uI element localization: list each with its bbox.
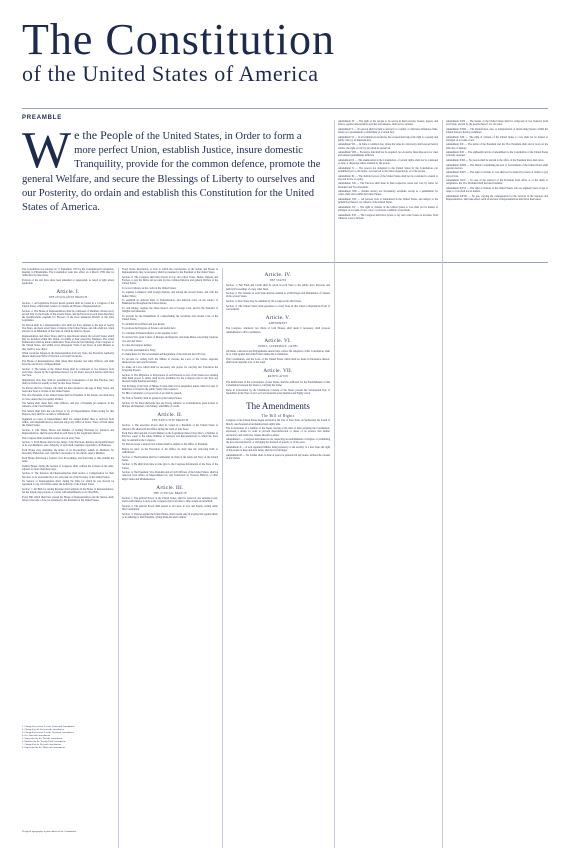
- bill-of-rights-heading: The Bill of Rights: [261, 414, 295, 419]
- amendment-paragraph: Amendment I — Congress shall make no law respecting an establishment of religion, or prohibiting the free exercise thereof; or abridging the freedom of speech, or of the press.: [226, 438, 330, 445]
- section-paragraph: To constitute Tribunals inferior to the supreme Court;: [122, 331, 178, 335]
- section-paragraph: Each State shall appoint, in such Manner as the Legislature thereof may direct, a Number of Electors, equal to the whole Number of Senators and Representatives to which the State may be entitled in the Congress.: [122, 432, 218, 442]
- section-paragraph: Section. 1. The executive Power shall be vested in a President of the United States of America. He shall hold his Office during the Term of four Years.: [122, 424, 218, 431]
- amendment-paragraph: Amendment XXI — The eighteenth article of amendment to the Constitution of the United States is hereby repealed.: [446, 151, 548, 158]
- section-paragraph: Section. 8. The Congress shall have Power To lay and collect Taxes, Duties, Imposts and Excises, to pay the Debts and provide for the common Defence and general Welfare of the United States;: [122, 275, 218, 286]
- article-subtitle: RATIFICATION: [267, 375, 289, 379]
- article-subtitle: THE STATES: [269, 279, 287, 282]
- section-paragraph: The Ratification of the Conventions of nine States, shall be sufficient for the Establishment of this Constitution between the States so ratifying the Same.: [226, 380, 330, 388]
- amendment-paragraph: Amendment X — The powers not delegated to the United States by the Constitution, nor prohibited by it to the States, are reserved to the States respectively, or to the people.: [338, 166, 438, 173]
- section-paragraph: Section. 3. Treason against the United States, shall consist only in levying War against them, or in adhering to their Enemies, giving them Aid and Comfort.: [122, 512, 218, 519]
- section-paragraph: The Vice President of the United States shall be President of the Senate, but shall have no Vote, unless they be equally divided.: [22, 394, 114, 401]
- section-paragraph: Each House shall keep a Journal of its Proceedings, and from time to time publish the same.: [22, 456, 114, 463]
- amendment-paragraph: Amendment XX — The terms of the President and the Vice President shall end at noon on the 20th day of January.: [446, 143, 548, 150]
- amendment-paragraph: Amendment VI — In all criminal prosecutions, the accused shall enjoy the right to a speedy and public trial, by an impartial jury.: [338, 135, 438, 142]
- section-paragraph: Section. 2. The judicial Power shall extend to all Cases, in Law and Equity, arising under this Constitution.: [122, 504, 218, 512]
- section-paragraph: To borrow Money on the credit of the United States;: [122, 286, 177, 290]
- article-subtitle: THE JUDICIAL BRANCH: [153, 491, 187, 495]
- column-separator: [334, 120, 335, 848]
- column-4: [338, 120, 438, 848]
- intro-paragraph: Portions of the text have since been amended or superseded, as noted at right where applicable.: [22, 279, 114, 286]
- amendment-paragraph: Amendment XXV — In case of the removal of the President from office or of his death or resignation, the Vice President shall become President.: [446, 179, 548, 186]
- article-title: Article. I.: [56, 289, 80, 296]
- section-paragraph: Every Order, Resolution, or Vote to which the Concurrence of the Senate and House of Representatives may be necessary shall be presented to the President of the United States.: [122, 268, 218, 275]
- section-paragraph: To raise and support Armies;: [122, 344, 152, 348]
- section-paragraph: The Congress shall assemble at least once in every Year.: [22, 436, 81, 440]
- section-paragraph: The Privilege of the Writ of Habeas Corpus shall not be suspended, unless when in Cases of Rebellion or Invasion the public Safety may require it.: [122, 384, 218, 391]
- section-paragraph: Section. 2. The House of Representatives shall be composed of Members chosen every second Year by the People of the several States, and the Electors in each State shall have the Qualifications requisite for Electors of the most numerous Branch of the State Legislature.: [22, 309, 114, 323]
- article-title: Article. V.: [265, 315, 291, 321]
- section-paragraph: Section. 1. All legislative Powers herein granted shall be vested in a Congress of the United States, which shall consist of a Senate and House of Representatives.: [22, 301, 114, 309]
- section-paragraph: All Debts contracted and Engagements entered into, before the Adoption of this Constitution, shall be as valid against the United States under this Constitution.: [226, 350, 330, 357]
- section-paragraph: To establish Post Offices and post Roads;: [122, 322, 165, 326]
- section-paragraph: Done in Convention by the Unanimous Consent of the States present the Seventeenth Day of September in the Year of our Lord one thousand seven hundred and Eighty seven.: [226, 388, 330, 395]
- section-paragraph: No Person except a natural born Citizen shall be eligible to the Office of President.: [122, 443, 209, 447]
- section-paragraph: Immediately after they shall be assembled in Consequence of the first Election, they shall be divided as equally as may be into three Classes.: [22, 378, 114, 386]
- section-paragraph: Section. 3. He shall from time to time give to the Congress Information of the State of the Union.: [122, 463, 218, 470]
- amendment-paragraph: Amendment VII — In Suits at common law, where the value in controversy shall exceed twenty dollars, the right of trial by jury shall be preserved.: [338, 143, 438, 150]
- amendment-paragraph: Amendment VIII — Excessive bail shall not be required, nor excessive fines imposed, nor cruel and unusual punishments inflicted.: [338, 151, 438, 158]
- section-paragraph: To provide for calling forth the Militia to execute the Laws of the Union, suppress Insurrections and repel Invasions;: [122, 357, 218, 365]
- section-paragraph: Every Bill which shall have passed the House of Representatives and the Senate, shall, before it become a Law, be presented to the President of the United States.: [22, 495, 114, 502]
- section-paragraph: Judgment in Cases of Impeachment shall not extend further than to removal from Office, and disqualification to hold and enjoy any Office of honor, Trust or Profit under the United States.: [22, 417, 114, 428]
- section-paragraph: No Senator or Representative shall, during the Time for which he was elected, be appointed to any civil Office under the Authority of the United States.: [22, 480, 114, 487]
- amendment-paragraph: Amendment XVIII — The manufacture, sale, or transportation of intoxicating liquors within the United States is hereby prohibited.: [446, 127, 548, 134]
- section-paragraph: The Senate shall have the sole Power to try all Impeachments. When sitting for that Purpose, they shall be on Oath or Affirmation.: [22, 410, 114, 417]
- footnote-item: 8. Superseded by the Thirteenth Amendment.: [22, 746, 66, 749]
- amendment-paragraph: Amendment XXIII — The District constituting the seat of Government of the United States shall appoint electors.: [446, 163, 548, 170]
- article-subtitle: THE LEGISLATIVE BRANCH: [48, 296, 88, 300]
- section-paragraph: No Person shall be a Representative who shall not have attained to the Age of twenty five Years, and been seven Years a Citizen of the United States, and who shall not, when elected, be an Inhabitant of that State in which he shall be chosen.: [22, 323, 114, 334]
- preamble: [22, 122, 322, 215]
- footnote-item: 6. Modified by the Twenty-Fifth Amendment.: [22, 740, 66, 743]
- section-paragraph: This Constitution, and the Laws of the United States which shall be made in Pursuance thereof, shall be the supreme Law of the Land.: [226, 358, 330, 365]
- section-paragraph: No Person shall be a Senator who shall not have attained to the Age of thirty Years, and been nine Years a Citizen of the United States.: [22, 386, 114, 393]
- section-paragraph: No Title of Nobility shall be granted by the United States.: [122, 396, 183, 400]
- amendment-paragraph: Amendment XIII — Neither slavery nor involuntary servitude, except as a punishment for crime, shall exist within the United States.: [338, 190, 438, 197]
- section-paragraph: Section. 1. The judicial Power of the United States, shall be vested in one supreme Court, and in such inferior Courts as the Congress may from time to time ordain and establish.: [122, 497, 218, 504]
- section-paragraph: To regulate Commerce with foreign Nations, and among the several States, and with the Indian Tribes;: [122, 291, 218, 298]
- section-paragraph: Section. 7. All Bills for raising Revenue shall originate in the House of Representatives; but the Senate may propose or concur with Amendments as on other Bills.: [22, 487, 114, 495]
- amendment-paragraph: Amendment XIV — All persons born or naturalized in the United States, and subject to the jurisdiction thereof, are citizens of the United States.: [338, 197, 438, 205]
- preamble-lead: e the People: [74, 128, 133, 142]
- section-paragraph: Before he enter on the Execution of his Office, he shall take the following Oath or Affirmation.: [122, 447, 218, 454]
- credit-line: Design & typography: a print edition of the Constitution.: [22, 830, 77, 833]
- article-title: Article. VII.: [263, 368, 293, 375]
- amendment-paragraph: Amendment XI — The Judicial power of the United States shall not be construed to extend to any suit in law or equity.: [338, 174, 438, 181]
- document-subtitle: of the United States of America: [22, 61, 319, 86]
- amendment-paragraph: Amendment III — No Soldier shall, in time of peace be quartered in any house, without the consent of the Owner.: [226, 453, 330, 461]
- section-paragraph: Section. 9. The Migration or Importation of such Persons as any of the States now existing shall think proper to admit, shall not be prohibited by the Congress prior to the Year one thousand eight hundred and eight.: [122, 373, 218, 383]
- section-paragraph: To provide for the Punishment of counterfeiting the Securities and current Coin of the United States;: [122, 314, 218, 321]
- amendment-paragraph: Amendment XVII — The Senate of the United States shall be composed of two Senators from each State, elected by the people thereof, for six years.: [446, 120, 548, 127]
- section-paragraph: Section. 3. The Senate of the United States shall be composed of two Senators from each State, chosen by the Legislature thereof, for six Years; and each Senator shall have one Vote.: [22, 367, 114, 378]
- preamble-dropcap: W: [22, 122, 72, 179]
- article-subtitle: THE EXECUTIVE BRANCH: [151, 418, 189, 422]
- amendment-paragraph: Amendment XVI — The Congress shall have power to lay and collect taxes on incomes, from whatever source derived.: [338, 213, 438, 220]
- section-paragraph: Representatives and direct Taxes shall be apportioned among the several States which may be included within this Union, according to their respective Numbers. The actual Enumeration shall be made within three Years after the first Meeting of the Congress of the United States, and within every subsequent Term of ten Years, in such Manner as they shall by Law direct.: [22, 334, 114, 351]
- section-paragraph: To provide and maintain a Navy;: [122, 348, 157, 352]
- amendment-paragraph: Amendment XXIV — The right of citizens to vote shall not be denied by reason of failure to pay any poll tax.: [446, 171, 548, 178]
- article-title: Article. IV.: [264, 272, 292, 278]
- amendment-paragraph: Amendment IX — The enumeration in the Constitution, of certain rights, shall not be construed to deny or disparage others retained by the people.: [338, 158, 438, 166]
- section-paragraph: To establish an uniform Rule of Naturalization, and uniform Laws on the subject of Bankruptcies throughout the United States;: [122, 299, 218, 306]
- section-paragraph: Each House may determine the Rules of its Proceedings, punish its Members for disorderly Behaviour, and, with the Concurrence of two thirds, expel a Member.: [22, 448, 114, 456]
- column-2: [122, 268, 218, 848]
- section-paragraph: To make Rules for the Government and Regulation of the land and naval Forces;: [122, 353, 206, 357]
- column-1: [22, 268, 114, 720]
- footnote-item: 2. Changed by the Seventeenth Amendment.: [22, 728, 65, 731]
- section-paragraph: Section. 10. No State shall enter into any Treaty, Alliance, or Confederation; grant Letters of Marque and Reprisal; coin Money; emit Bills of Credit.: [122, 401, 218, 408]
- amendment-paragraph: Amendment XV — The right of citizens of the United States to vote shall not be denied or abridged on account of race, color, or previous condition of servitude.: [338, 205, 438, 212]
- preamble-text: of the United States, in Order to form a more perfect Union, establish Justice, insure domestic Tranquility, provide for the common defence, promote the general Welfare, and secure the Blessings of Liberty to ourselves and our Posterity, do ordain and establish this Constitution for the United States of America.: [22, 131, 321, 214]
- section-paragraph: To make all Laws which shall be necessary and proper for carrying into Execution the foregoing Powers.: [122, 365, 218, 372]
- column-separator: [222, 268, 223, 848]
- amendments-heading: The Amendments: [246, 401, 310, 412]
- amendment-paragraph: Amendment XXVII — No law, varying the compensation for the services of the Senators and Representatives, shall take effect, until an election of Representatives shall have intervened.: [446, 194, 548, 201]
- document-title: The Constitution: [22, 15, 335, 64]
- preamble-label: PREAMBLE: [22, 115, 63, 121]
- column-5: [446, 120, 548, 848]
- amendment-paragraph: Amendment V — No person shall be held to answer for a capital, or otherwise infamous crime, unless on a presentment or indictment of a Grand Jury.: [338, 127, 438, 134]
- amendment-paragraph: Amendment XXVI — The right of citizens of the United States, who are eighteen years of age or older, to vote shall not be denied.: [446, 186, 548, 194]
- title-block: [22, 15, 548, 86]
- section-paragraph: Section. 4. The President, Vice President and all civil Officers of the United States, shall be removed from Office on Impeachment for, and Conviction of, Treason, Bribery, or other high Crimes and Misdemeanors.: [122, 471, 218, 481]
- section-paragraph: To declare War, grant Letters of Marque and Reprisal, and make Rules concerning Captures on Land and Water;: [122, 336, 218, 343]
- section-paragraph: Section. 4. The Times, Places and Manner of holding Elections for Senators and Representatives, shall be prescribed in each State by the Legislature thereof.: [22, 428, 114, 435]
- header-rule: [22, 108, 548, 109]
- section-paragraph: Section. 6. The Senators and Representatives shall receive a Compensation for their Services, to be ascertained by Law, and paid out of the Treasury of the United States.: [22, 472, 114, 479]
- section-paragraph: Section. 5. Each House shall be the Judge of the Elections, Returns and Qualifications of its own Members, and a Majority of each shall constitute a Quorum to do Business.: [22, 441, 114, 448]
- section-paragraph: The House of Representatives shall chuse their Speaker and other Officers; and shall have the sole Power of Impeachment.: [22, 360, 114, 367]
- footnote-item: 4. See Sixteenth Amendment.: [22, 734, 51, 737]
- amendment-paragraph: Amendment II — A well regulated Militia, being necessary to the security of a free State, the right of the people to keep and bear Arms, shall not be infringed.: [226, 446, 330, 453]
- section-paragraph: Neither House, during the Session of Congress, shall, without the Consent of the other, adjourn for more than three days.: [22, 464, 114, 471]
- amendment-paragraph: Amendment IV — The right of the people to be secure in their persons, houses, papers, and effects, against unreasonable searches and seizures, shall not be violated.: [338, 120, 438, 127]
- footnote-item: 7. Changed by the Eleventh Amendment.: [22, 743, 62, 746]
- section-paragraph: No Bill of Attainder or ex post facto Law shall be passed.: [122, 392, 182, 396]
- amendment-paragraph: Amendment XIX — The right of citizens of the United States to vote shall not be denied or abridged on account of sex.: [446, 135, 548, 142]
- article-subtitle: AMENDMENT: [268, 322, 288, 325]
- column-3: [226, 268, 330, 848]
- section-paragraph: When vacancies happen in the Representation from any State, the Executive Authority thereof shall issue Writs of Election to fill such Vacancies.: [22, 352, 114, 359]
- article-title: Article. III.: [156, 484, 184, 491]
- section-paragraph: Section. 3. New States may be admitted by the Congress into this Union.: [226, 300, 302, 303]
- article-title: Article. VI.: [264, 337, 292, 344]
- article-title: Article. II.: [157, 411, 183, 418]
- footnote-item: 5. Superseded by the Twelfth Amendment.: [22, 737, 63, 740]
- amendment-paragraph: Amendment XII — The Electors shall meet in their respective states and vote by ballot for President and Vice-President.: [338, 182, 438, 189]
- section-paragraph: Section. 2. The Citizens of each State shall be entitled to all Privileges and Immunities of Citizens in the several States.: [226, 292, 330, 299]
- section-paragraph: To promote the Progress of Science and useful Arts;: [122, 327, 176, 331]
- amendment-paragraph: Amendment XXII — No person shall be elected to the office of the President more than twice.: [446, 158, 545, 162]
- column-separator: [442, 120, 443, 848]
- footnotes: [22, 725, 112, 749]
- column-separator: [118, 268, 119, 848]
- section-paragraph: To coin Money, regulate the Value thereof, and of foreign Coin, and fix the Standard of Weights and Measures;: [122, 306, 218, 314]
- section-paragraph: The Congress, whenever two thirds of both Houses shall deem it necessary, shall propose Amendments to this Constitution.: [226, 327, 330, 334]
- footnote-item: 1. Changed by section 2 of the Fourteenth Amendment.: [22, 725, 75, 728]
- article-subtitle: DEBTS, SUPREMACY, OATHS: [258, 344, 298, 348]
- section-paragraph: The Senate shall chuse their other Officers, and also a President pro tempore, in the Absence of the Vice President.: [22, 402, 114, 409]
- intro-paragraph: The Constitution was adopted on 17 September 1787 by the Constitutional Convention, meeting in Philadelphia. The Constitution went into effect on 4 March 1789 after its ratification by nine states.: [22, 268, 114, 278]
- amendment-paragraph: The Conventions of a number of the States, having at the time of their adopting the Constitution, expressed a desire, in order to prevent misconstruction or abuse of its powers, that further declaratory and restrictive clauses should be added.: [226, 427, 330, 437]
- footnote-item: 3. Changed by section 2 of the Twentieth Amendment.: [22, 731, 75, 734]
- section-paragraph: Section. 1. Full Faith and Credit shall be given in each State to the public Acts, Records, and judicial Proceedings of every other State.: [226, 284, 330, 291]
- section-paragraph: Section. 2. The President shall be Commander in Chief of the Army and Navy of the United States.: [122, 455, 218, 462]
- amendment-paragraph: Congress of the United States begun and held at the City of New-York, on Wednesday the fourth of March, one thousand seven hundred and eighty nine.: [226, 419, 330, 426]
- section-paragraph: Section. 4. The United States shall guarantee to every State in this Union a Republican Form of Government.: [226, 304, 330, 311]
